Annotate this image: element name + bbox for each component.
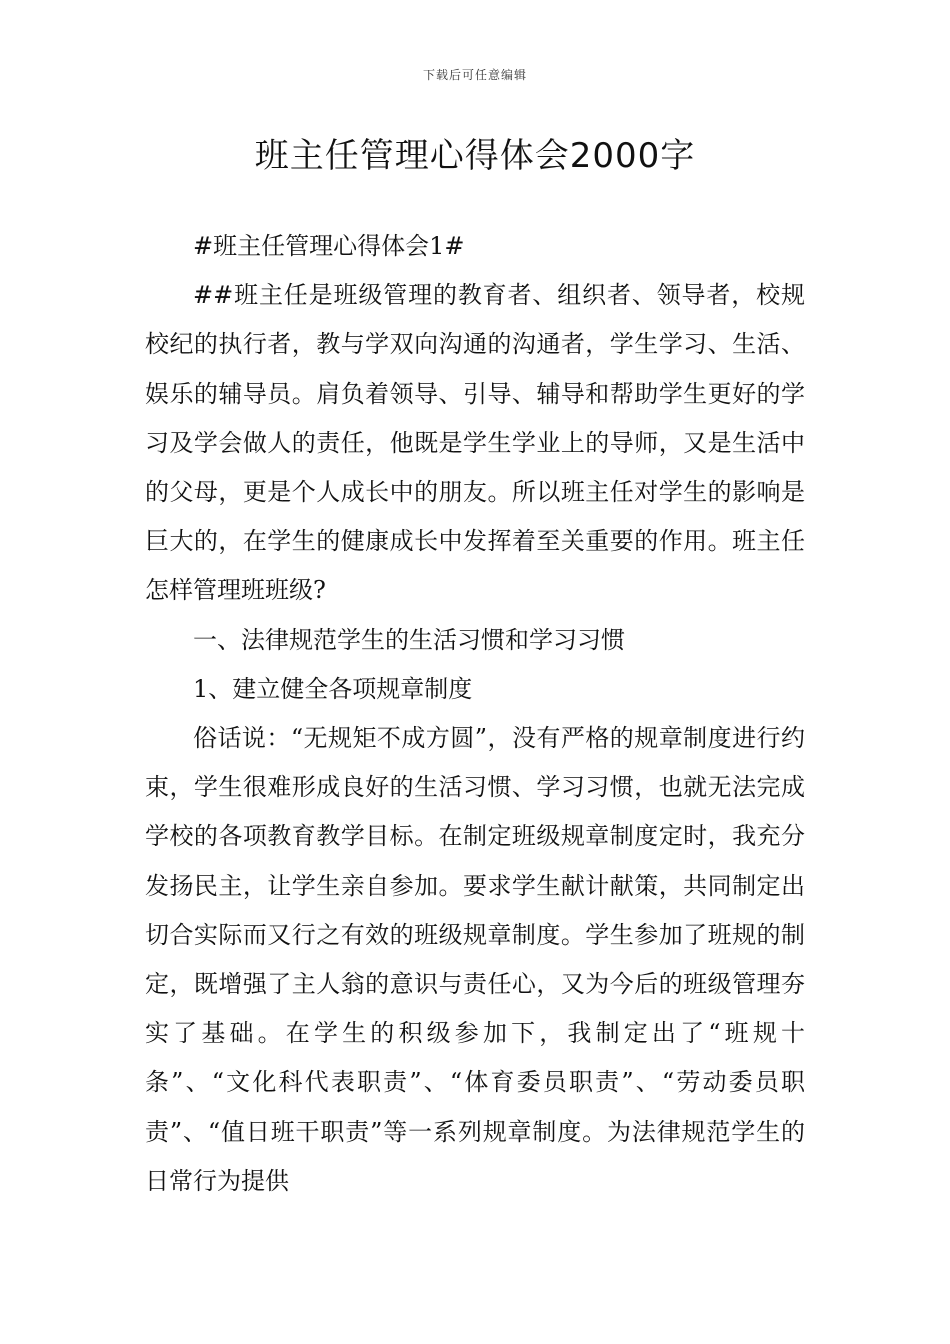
subheading: 一、法律规范学生的生活习惯和学习习惯 — [193, 625, 625, 654]
document-body — [145, 222, 805, 1206]
header-note: 下载后可任意编辑 — [422, 68, 527, 82]
body-paragraph: ##班主任是班级管理的教育者、组织者、领导者，校规校纪的执行者，教与学双向沟通的沟通者，学生学习、生活、娱乐的辅导员。肩负着领导、引导、辅导和帮助学生更好的学习及学会做人的责任，他既是学生学业上的导师，又是生活中的父母，更是个人成长中的朋友。所以班主任对学生的影响是巨大的，在学生的健康成长中发挥着至关重要的作用。班主任怎样管理班班级? — [145, 281, 805, 605]
body-paragraph: 俗话说：“无规矩不成方圆”，没有严格的规章制度进行约束，学生很难形成良好的生活习惯、学习习惯，也就无法完成学校的各项教育教学目标。在制定班级规章制度定时，我充分发扬民主，让学生亲自参加。要求学生献计献策，共同制定出切合实际而又行之有效的班级规章制度。学生参加了班规的制定，既增强了主人翁的意识与责任心，又为今后的班级管理夯实了基础。在学生的积级参加下，我制定出了“班规十条”、“文化科代表职责”、“体育委员职责”、“劳动委员职责”、“值日班干职责”等一系列规章制度。为法律规范学生的日常行为提供 — [145, 724, 805, 1195]
section-heading: #班主任管理心得体会1# — [193, 232, 465, 260]
document-title: 班主任管理心得体会2000字 — [254, 136, 696, 176]
subheading: 1、建立健全各项规章制度 — [193, 674, 473, 703]
